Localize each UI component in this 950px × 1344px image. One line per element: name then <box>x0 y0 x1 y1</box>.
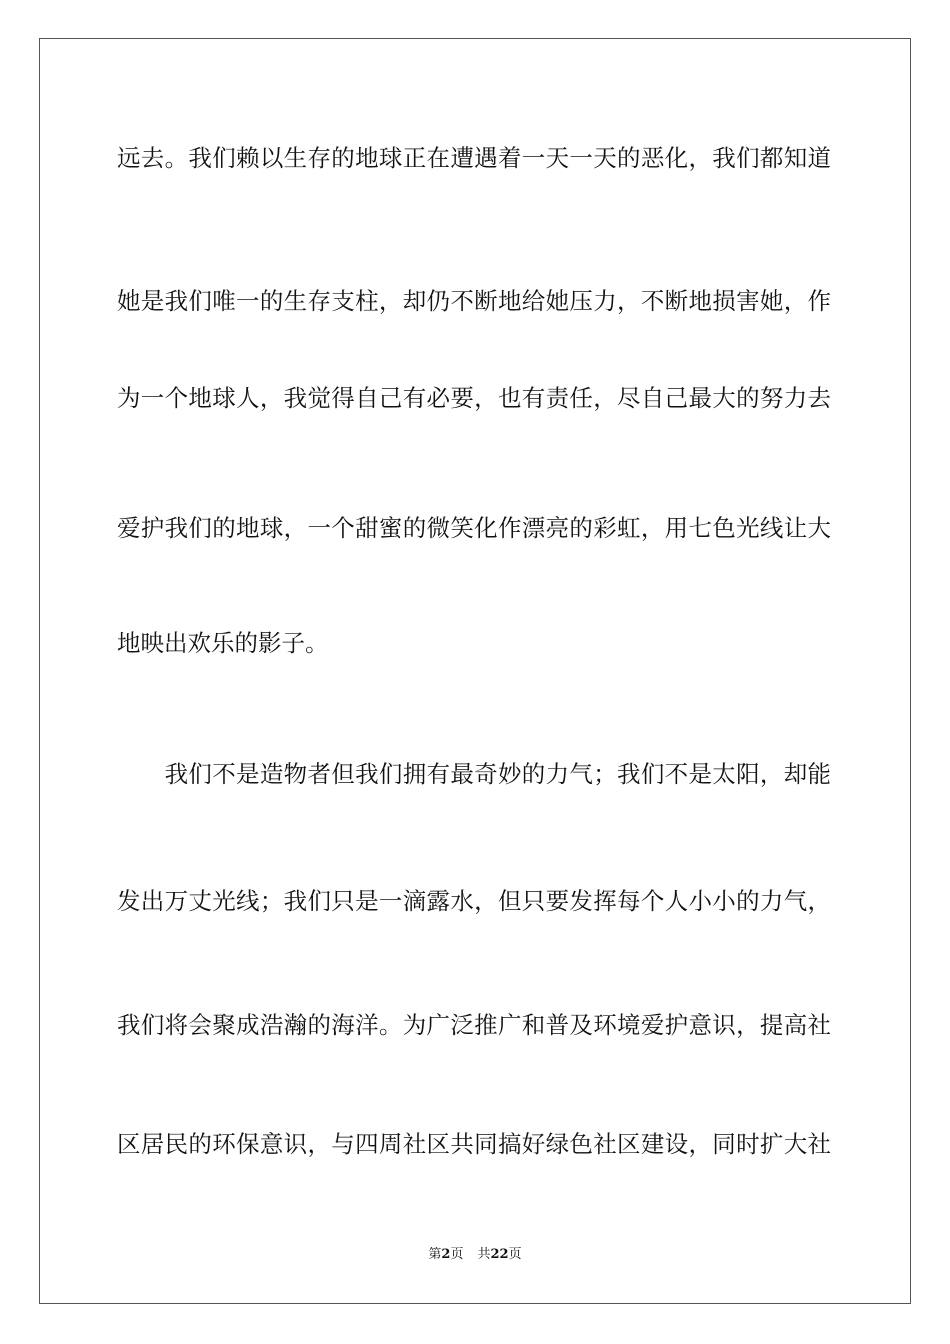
text-line-2: 她是我们唯一的生存支柱，却仍不断地给她压力，不断地损害她，作 <box>117 287 831 315</box>
total-suffix: 页 <box>508 1247 522 1262</box>
page-number: 2 <box>441 1247 451 1262</box>
text-line-8: 我们将会聚成浩瀚的海洋。为广泛推广和普及环境爱护意识，提高社 <box>117 1011 831 1039</box>
total-pages: 22 <box>490 1247 509 1262</box>
text-line-1: 远去。我们赖以生存的地球正在遭遇着一天一天的恶化，我们都知道 <box>117 144 831 172</box>
text-line-9: 区居民的环保意识，与四周社区共同搞好绿色社区建设，同时扩大社 <box>117 1130 831 1158</box>
page-border <box>39 38 911 1304</box>
total-prefix: 共 <box>477 1247 491 1262</box>
text-line-4: 爱护我们的地球，一个甜蜜的微笑化作漂亮的彩虹，用七色光线让大 <box>117 514 831 542</box>
page-suffix: 页 <box>450 1247 464 1262</box>
text-line-7: 发出万丈光线；我们只是一滴露水，但只要发挥每个人小小的力气， <box>117 887 831 915</box>
text-line-3: 为一个地球人，我觉得自己有必要，也有责任，尽自己最大的努力去 <box>117 384 831 412</box>
page-prefix: 第 <box>428 1247 442 1262</box>
page-footer <box>0 1246 950 1264</box>
text-line-5: 地映出欢乐的影子。 <box>117 629 329 657</box>
text-line-6: 我们不是造物者但我们拥有最奇妙的力气；我们不是太阳，却能 <box>117 760 831 788</box>
